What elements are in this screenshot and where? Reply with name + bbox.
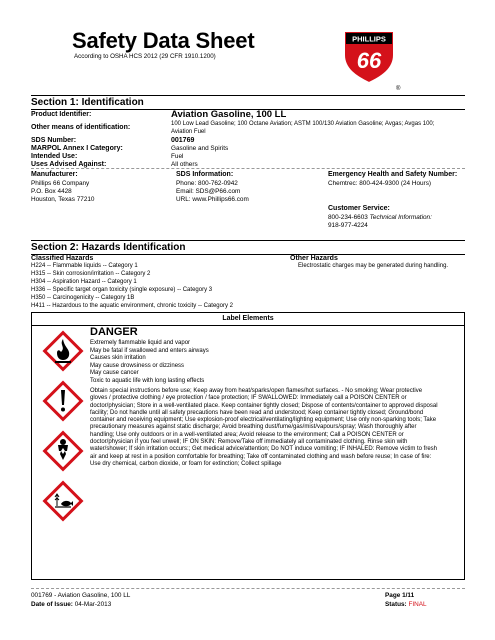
section1-heading: Section 1: Identification	[31, 97, 144, 108]
precaution-line: container and receiving equipment; Use explosion-proof electrical/ventilating/lighting equipment; Use only non-sparking tools; Take	[90, 417, 437, 424]
other-hazards-label: Other Hazards	[290, 255, 338, 262]
hazard-statement: Causes skin irritation	[90, 355, 146, 361]
technical-info-phone: 918-977-4224	[328, 222, 368, 229]
precaution-line: Obtain special instructions before use; Keep away from heat/sparks/open flames/hot surfaces. - No smoking; Wear protective	[90, 388, 423, 394]
intended-use-label: Intended Use:	[31, 153, 78, 160]
other-means-label: Other means of identification:	[31, 124, 131, 131]
section2-bottom-rule	[31, 254, 465, 255]
manufacturer-line: Houston, Texas 77210	[31, 196, 95, 203]
classified-hazards-label: Classified Hazards	[31, 255, 94, 262]
signal-word: DANGER	[90, 326, 138, 338]
sds-email[interactable]: Email: SDS@P66.com	[176, 188, 241, 195]
intended-use-value: Fuel	[171, 153, 184, 160]
uses-advised-label: Uses Advised Against:	[31, 161, 107, 168]
status-value: FINAL	[408, 601, 427, 608]
product-identifier: Aviation Gasoline, 100 LL	[171, 109, 287, 120]
precaution-line: gloves / protective clothing / eye protection / face protection; IF SWALLOWED: Immediately call a POISON CENTER or	[90, 395, 407, 402]
other-means-line2: Aviation Fuel	[171, 129, 206, 135]
page-label: Page	[385, 592, 401, 599]
marpol-value: Gasoline and Spirits	[171, 145, 229, 152]
precautionary-statements	[90, 388, 464, 468]
precaution-line: handling; Use only outdoors or in a well-ventilated area; Avoid release to the environment; Call a POISON CENTER or	[90, 431, 404, 438]
hazard-statement: May be fatal if swallowed and enters airways	[90, 347, 209, 354]
precaution-line: facility; Do not handle until all safety precautions have been read and understood; Keep container tightly closed; Ground/bond	[90, 409, 424, 416]
technical-info-label: Technical Information:	[369, 214, 432, 221]
emergency-label: Emergency Health and Safety Number:	[328, 171, 458, 178]
environment-icon	[42, 480, 84, 522]
emergency-number: Chemtrec: 800-424-9300 (24 Hours)	[328, 180, 432, 187]
footer-divider	[31, 588, 465, 589]
sds-url[interactable]: URL: www.Phillips66.com	[176, 196, 249, 203]
manufacturer-label: Manufacturer:	[31, 171, 78, 178]
sds-info-label: SDS Information:	[176, 171, 234, 178]
customer-service-label: Customer Service:	[328, 205, 390, 212]
precaution-line: precautionary measures against static discharge; Avoid breathing dust/fume/gas/mist/vapours/spray; Wash thoroughly after	[90, 424, 417, 431]
section1-top-rule	[31, 95, 465, 96]
health-hazard-icon	[42, 430, 84, 472]
classified-hazard-item: H336 -- Specific target organ toxicity (single exposure) -- Category 3	[31, 287, 213, 293]
precaution-line: Use dry chemical, carbon dioxide, or foam for extinction; Collect spillage	[90, 460, 282, 467]
date-label: Date of Issue:	[31, 601, 73, 608]
flame-icon	[42, 330, 84, 372]
uses-advised-value: All others	[171, 161, 198, 168]
precaution-line: air and keep at rest in a position comfortable for breathing; Take off contaminated clothing and wash before reuse; In case of fire:	[90, 453, 432, 460]
classified-hazard-item: H224 -- Flammable liquids -- Category 1	[31, 263, 138, 269]
footer-date	[31, 601, 111, 608]
label-elements-title: Label Elements	[32, 313, 464, 326]
customer-service-line	[328, 214, 432, 222]
other-means-line1: 100 Low Lead Gasoline; 100 Octane Aviation; ASTM 100/130 Aviation Gasoline; Avgas; Avgas 100;	[171, 121, 435, 127]
classified-hazard-item: H304 -- Aspiration Hazard -- Category 1	[31, 279, 137, 285]
sds-number: 001769	[171, 137, 195, 144]
hazard-statement: Toxic to aquatic life with long lasting effects	[90, 377, 205, 384]
document-title: Safety Data Sheet	[72, 28, 255, 53]
precaution-line: doctor/physician; Store in a well-ventilated place. Keep container tightly closed; Dispose of contents/container to approved disposal	[90, 402, 438, 409]
logo-text: PHILLIPS	[352, 34, 386, 44]
precaution-line: doctor/physician if you feel unwell; IF ON SKIN: Remove/Take off immediately all contaminated clothing. Rinse skin with	[90, 439, 408, 446]
logo-number: 66	[356, 48, 382, 73]
classified-hazard-item: H350 -- Carcinogenicity -- Category 1B	[31, 295, 135, 301]
hazard-statement: May cause cancer	[90, 370, 139, 376]
customer-service-phone: 800-234-6603	[328, 214, 368, 221]
precaution-line: water/shower; If skin irritation occurs:; Get medical advice/attention; Do NOT induce vomiting; IF INHALED: Remove victim to fresh	[90, 446, 438, 453]
footer-status	[385, 601, 427, 608]
sds-number-label: SDS Number:	[31, 137, 77, 144]
hazard-statement: May cause drowsiness or dizziness	[90, 362, 185, 369]
date-value: 04-Mar-2013	[74, 601, 112, 608]
page-value: 1/11	[402, 592, 415, 599]
divider	[31, 168, 465, 169]
section2-heading: Section 2: Hazards Identification	[31, 242, 186, 253]
footer-page	[385, 592, 414, 599]
registered-mark: ®	[396, 86, 401, 92]
section2-top-rule	[31, 240, 465, 241]
sds-phone: Phone: 800-762-0942	[176, 180, 238, 187]
product-identifier-label: Product Identifier:	[31, 111, 92, 118]
manufacturer-line: Phillips 66 Company	[31, 180, 90, 187]
phillips66-logo	[338, 25, 400, 85]
marpol-label: MARPOL Annex I Category:	[31, 145, 123, 152]
hazard-statement: Extremely flammable liquid and vapor	[90, 340, 191, 346]
exclamation-icon	[42, 380, 84, 422]
status-label: Status:	[385, 601, 407, 608]
document-subtitle: According to OSHA HCS 2012 (29 CFR 1910.1200)	[74, 53, 216, 60]
manufacturer-line: P.O. Box 4428	[31, 188, 72, 195]
other-hazards-text: Electrostatic charges may be generated during handling.	[298, 263, 449, 269]
footer-doc-id: 001769 - Aviation Gasoline, 100 LL	[31, 592, 131, 599]
classified-hazard-item: H315 -- Skin corrosion/irritation -- Category 2	[31, 271, 151, 277]
classified-hazard-item: H411 -- Hazardous to the aquatic environment, chronic toxicity -- Category 2	[31, 303, 233, 309]
